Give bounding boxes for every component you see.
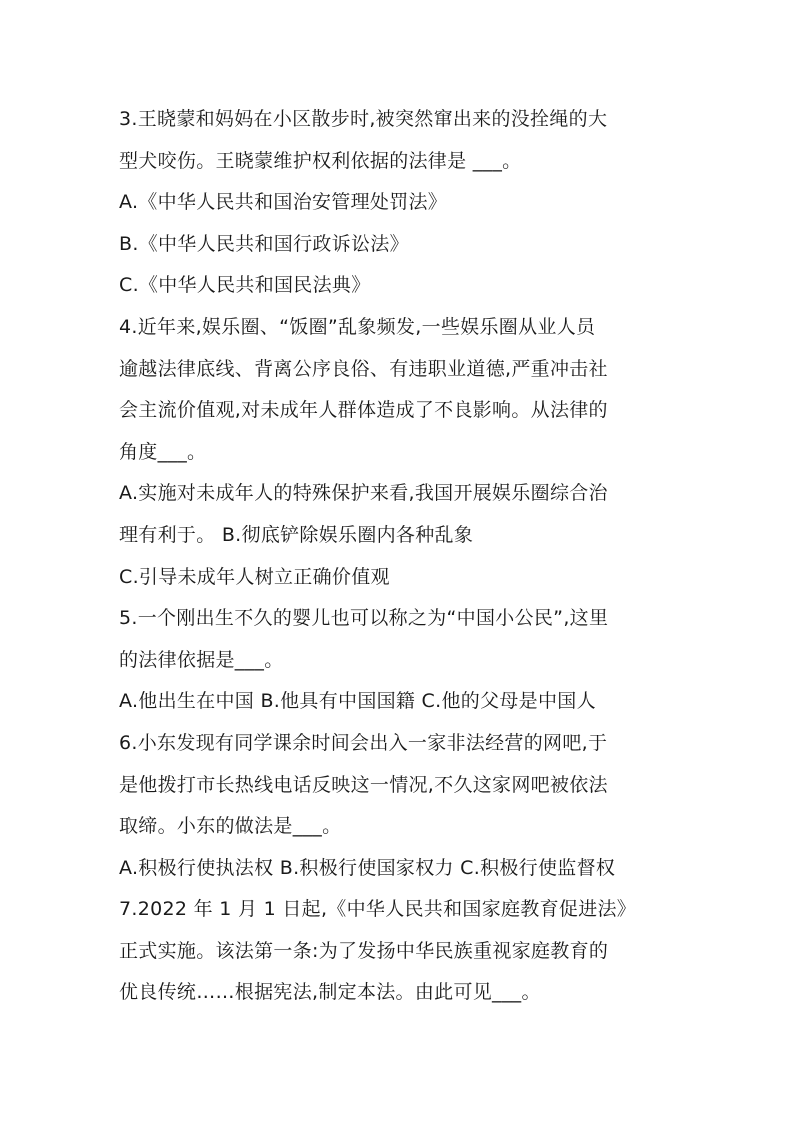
q5-options: A.他出生在中国 B.他具有中国国籍 C.他的父母是中国人	[119, 690, 596, 713]
q6-stem-line-1: 6.小东发现有同学课余时间会出入一家非法经营的网吧,于	[119, 731, 608, 754]
q5-stem-line-2: 的法律依据是___。	[119, 648, 284, 671]
q7-stem-line-2: 正式实施。该法第一条:为了发扬中华民族重视家庭教育的	[119, 939, 609, 962]
q4-stem-line-1: 4.近年来,娱乐圈、“饭圈”乱象频发,一些娱乐圈从业人员	[119, 315, 596, 338]
q5-stem-line-1: 5.一个刚出生不久的婴儿也可以称之为“中国小公民”,这里	[119, 607, 609, 630]
q3-option-b: B.《中华人民共和国行政诉讼法》	[119, 232, 409, 255]
q6-stem-line-3: 取缔。小东的做法是___。	[119, 815, 342, 838]
q4-stem-line-2: 逾越法律底线、背离公序良俗、有违职业道德,严重冲击社	[119, 357, 608, 380]
q7-stem-line-3: 优良传统……根据宪法,制定本法。由此可见___。	[119, 981, 541, 1004]
q4-option-a-line-1: A.实施对未成年人的特殊保护来看,我国开展娱乐圈综合治	[119, 482, 608, 505]
q7-stem-line-1: 7.2022 年 1 月 1 日起,《中华人民共和国家庭教育促进法》	[119, 898, 637, 921]
q4-stem-line-3: 会主流价值观,对未成年人群体造成了不良影响。从法律的	[119, 399, 608, 422]
q6-options: A.积极行使执法权 B.积极行使国家权力 C.积极行使监督权	[119, 856, 616, 879]
q3-stem-line-2: 型犬咬伤。王晓蒙维护权利依据的法律是 ___。	[119, 149, 522, 172]
q4-option-c: C.引导未成年人树立正确价值观	[119, 565, 390, 588]
q4-option-a-b-line: 理有利于。 B.彻底铲除娱乐圈内各种乱象	[119, 523, 474, 546]
q3-option-c: C.《中华人民共和国民法典》	[119, 274, 371, 297]
q3-option-a: A.《中华人民共和国治安管理处罚法》	[119, 191, 448, 214]
q4-stem-line-4: 角度___。	[119, 440, 207, 463]
question-text-block	[119, 99, 679, 1014]
q3-stem-line-1: 3.王晓蒙和妈妈在小区散步时,被突然窜出来的没拴绳的大	[119, 108, 608, 130]
q6-stem-line-2: 是他拨打市长热线电话反映这一情况,不久这家网吧被依法	[119, 773, 608, 796]
